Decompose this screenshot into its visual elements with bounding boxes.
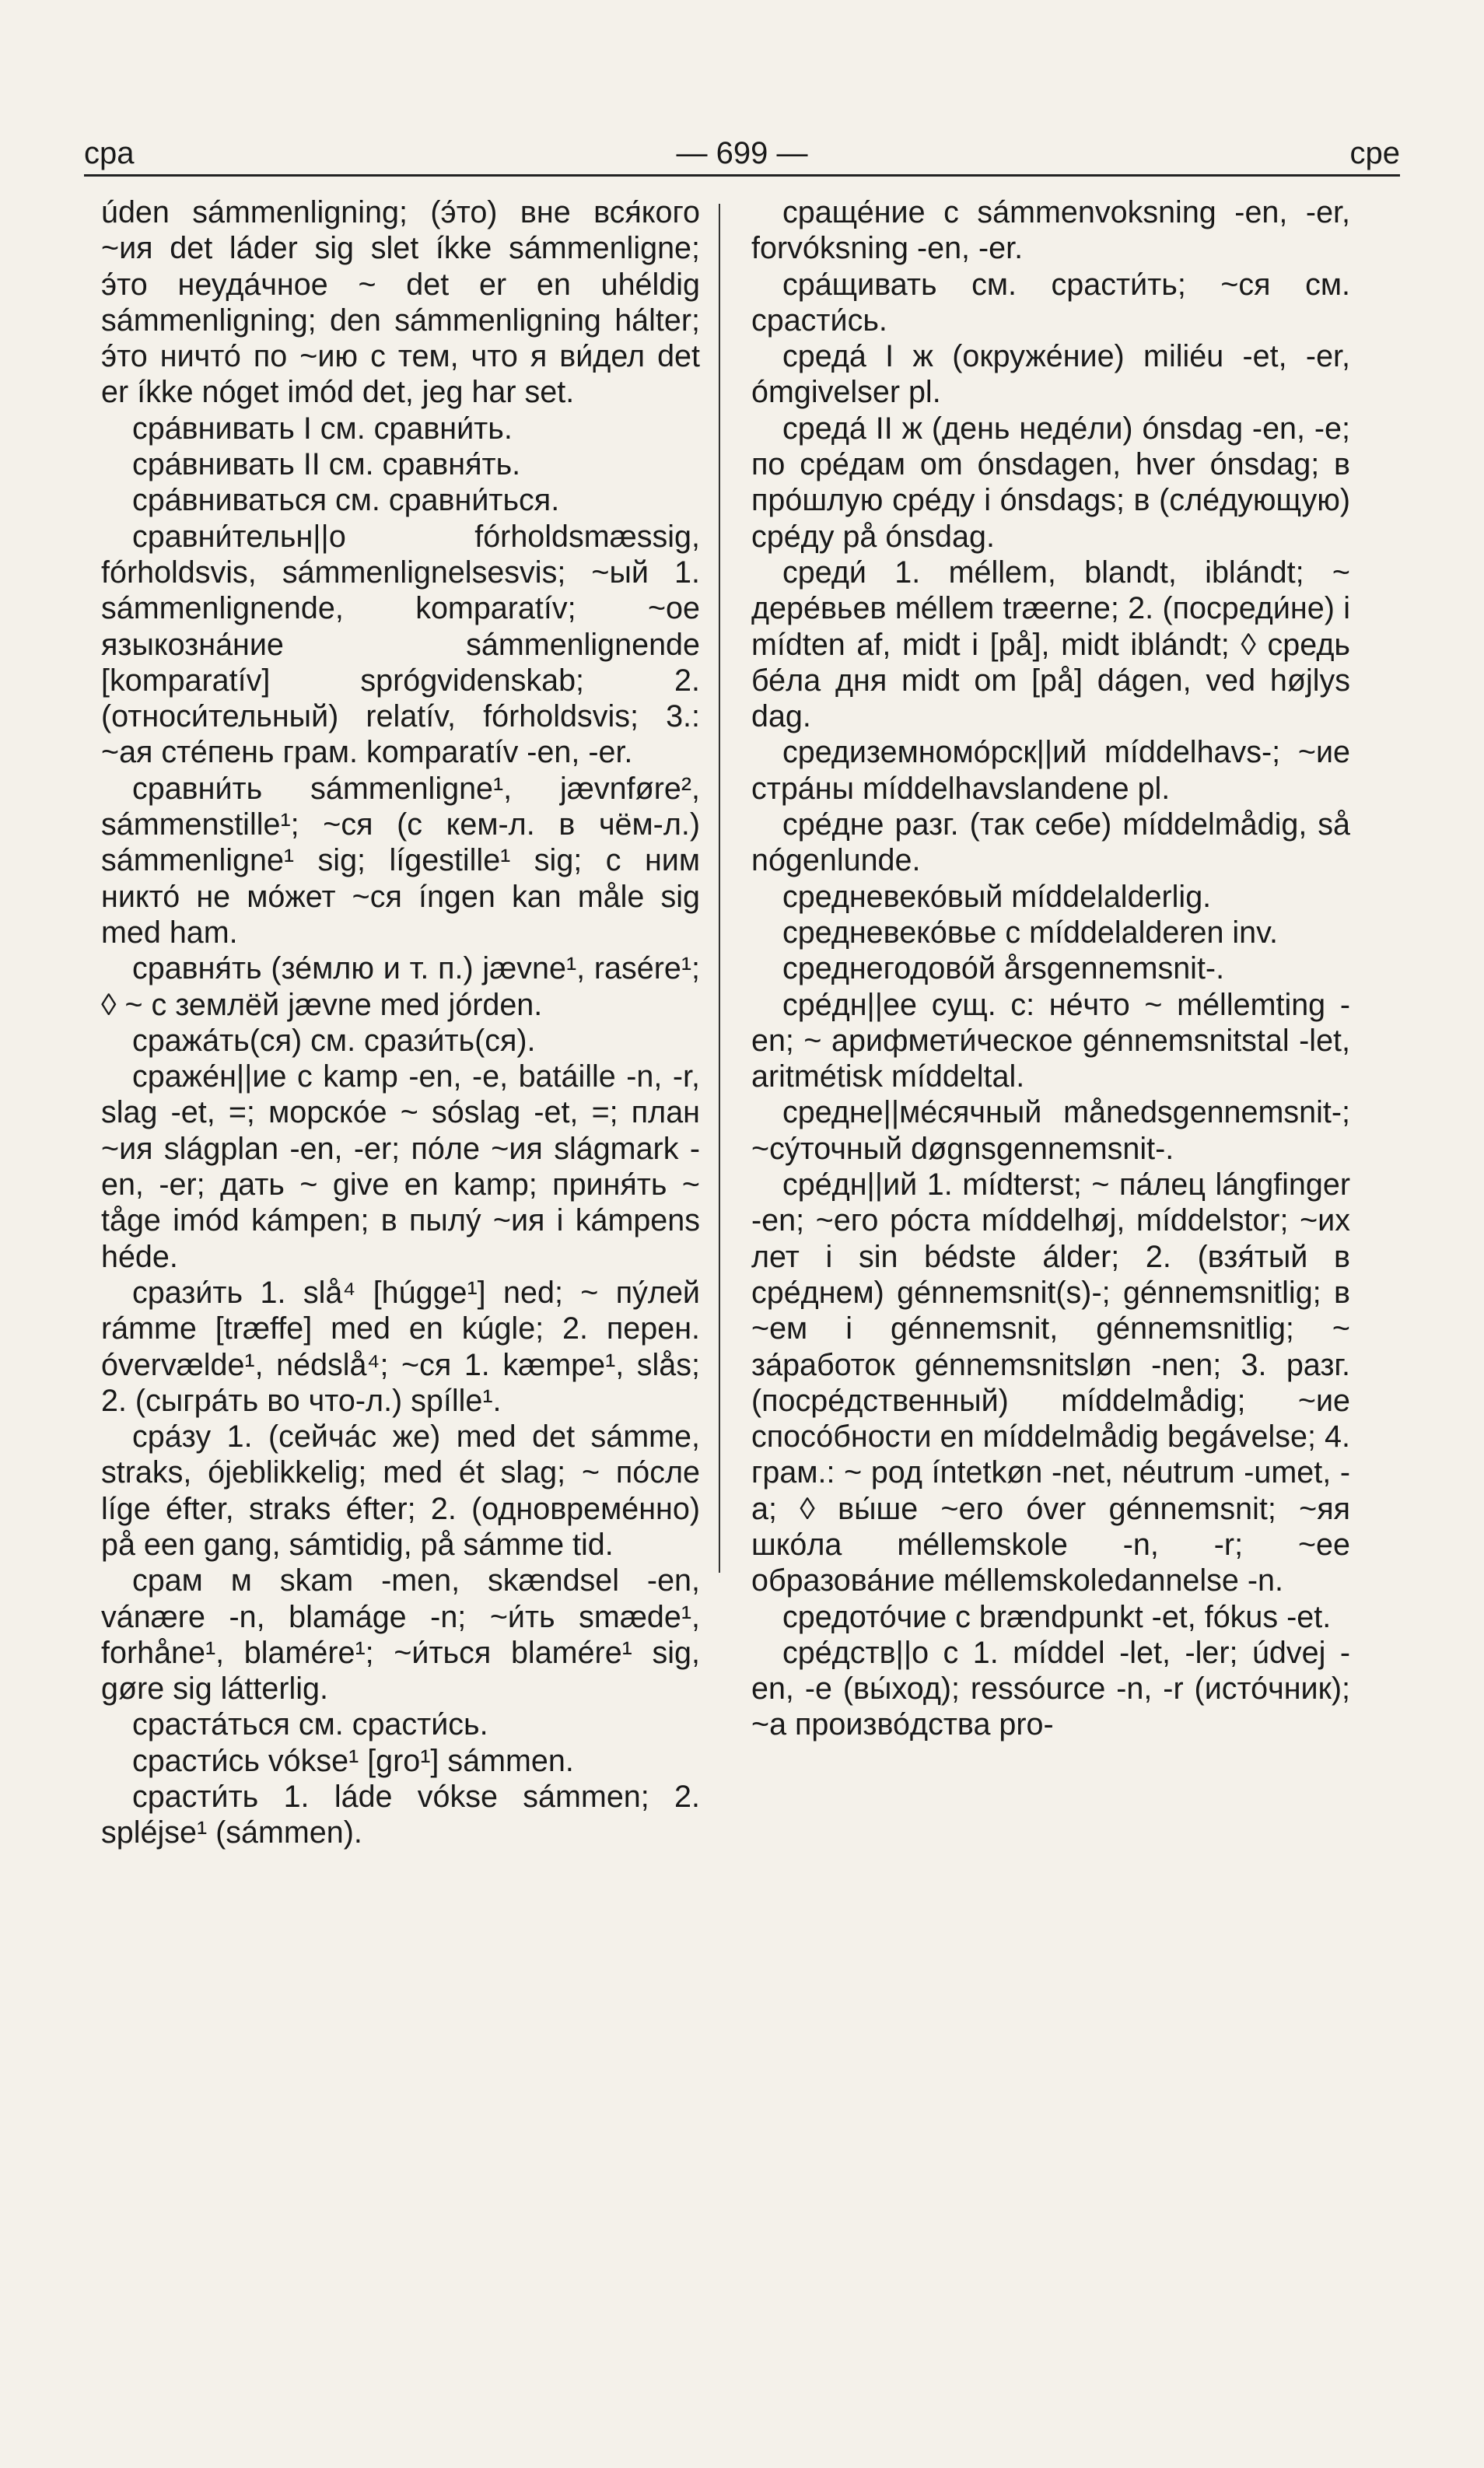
left-column — [101, 194, 700, 1851]
dictionary-entry: сраста́ться см. срасти́сь. — [132, 1707, 488, 1742]
dictionary-entry: срам м skam -men, skændsel -en, vánære -n, blamáge -n; ~и́ть smæde¹, forhåne¹, blamére¹; ~и́ться blamére¹ sig, gøre sig látterlig. — [101, 1563, 700, 1707]
dictionary-entry: сра́вниваться см. сравни́ться. — [132, 483, 560, 518]
column-divider — [719, 204, 720, 1573]
dictionary-entry: сраже́н||ие с kamp -en, -e, batáille -n, -r, slag -et, =; морско́е ~ sóslag -et, =; план ~ия slágplan -en, -er; по́ле ~ия slágmark -en, -er; дать ~ give en kamp; приня́ть ~ tåge imód kámpen; в пылу́ ~ия i kámpens héde. — [101, 1059, 700, 1274]
dictionary-entry: сража́ть(ся) см. срази́ть(ся). — [132, 1023, 536, 1058]
dictionary-entry: сравня́ть (зе́млю и т. п.) jævne¹, rasére¹; ◊ ~ с землёй jævne med jórden. — [101, 951, 700, 1022]
header-rule — [84, 174, 1400, 177]
dictionary-entry: средото́чие с brændpunkt -et, fókus -et. — [782, 1599, 1332, 1634]
dictionary-entry: сре́дн||ее сущ. с: не́что ~ méllemting -en; ~ арифмети́ческое génnemsnitstal -let, aritmétisk míddeltal. — [751, 987, 1350, 1094]
dictionary-entry: среди́ 1. méllem, blandt, iblándt; ~ дере́вьев méllem træerne; 2. (посреди́не) i mídten af, midt i [på], midt iblándt; ◊ средь бе́ла дня midt om [på] dágen, ved højlys dag. — [751, 555, 1350, 734]
dictionary-entry: средне||ме́сячный månedsgennemsnit-; ~су́точный døgnsgennemsnit-. — [751, 1095, 1350, 1166]
dictionary-entry: средиземномо́рск||ий míddelhavs-; ~ие стра́ны míddelhavslandene pl. — [751, 735, 1350, 806]
page-number: — 699 — — [676, 136, 808, 170]
right-column — [751, 194, 1350, 1743]
page-header — [84, 124, 1400, 171]
dictionary-entry: среда́ II ж (день неде́ли) ónsdag -en, -e; по сре́дам om ónsdagen, hver ónsdag; в про́шлую сре́ду i ónsdags; в (сле́дующую) сре́ду på ónsdag. — [751, 411, 1350, 554]
dictionary-entry: úden sámmenligning; (э́то) вне вся́кого ~ия det láder sig slet íkke sámmenligne; э́то неуда́чное ~ det er en uhéldig sámmenligning; den sámmenligning hálter; э́то ничто́ по ~ию с тем, что я ви́дел det er íkke nóget imód det, jeg har set. — [101, 195, 700, 410]
dictionary-entry: сравни́ть sámmenligne¹, jævnføre², sámmenstille¹; ~ся (с кем-л. в чём-л.) sámmenligne¹ sig; lígestille¹ sig; с ним никто́ не мо́жет ~ся íngen kan måle sig med ham. — [101, 771, 700, 950]
dictionary-entry: сравни́тельн||о fórholdsmæssig, fórholdsvis, sámmenlignelsesvis; ~ый 1. sámmenlignende, komparatív; ~ое языкозна́ние sámmenlignende [komparatív] sprógvidenskab; 2. (относи́тельный) relatív, fórholdsvis; 3.: ~ая сте́пень грам. komparatív -en, -er. — [101, 519, 700, 770]
dictionary-entry: сре́дств||о с 1. míddel -let, -ler; údvej -en, -e (вы́ход); ressóurce -n, -r (исто́чник); ~а произво́дства pro- — [751, 1635, 1350, 1742]
dictionary-entry: сре́дне разг. (так себе) míddelmådig, så nógenlunde. — [751, 807, 1350, 878]
dictionary-entry: сраще́ние с sámmenvoksning -en, -er, forvóksning -en, -er. — [751, 195, 1350, 266]
dictionary-entry: сра́зу 1. (сейча́с же) med det sámme, straks, ójeblikkelig; med ét slag; ~ по́сле líge éfter, straks éfter; 2. (одновреме́нно) på een gang, sámtidig, på sámme tid. — [101, 1420, 700, 1562]
dictionary-entry: срасти́ть 1. láde vókse sámmen; 2. spléjse¹ (sámmen). — [101, 1780, 700, 1850]
header-right-guideword: сре — [1349, 136, 1400, 170]
dictionary-entry: средневеко́вье с míddelalderen inv. — [782, 915, 1278, 950]
header-left-guideword: сра — [84, 136, 135, 170]
dictionary-entry: срази́ть 1. slå⁴ [húgge¹] ned; ~ пу́лей rámme [træffe] med en kúgle; 2. перен. óvervælde¹, nédslå⁴; ~ся 1. kæmpe¹, slås; 2. (сыгра́ть во что-л.) spílle¹. — [101, 1275, 700, 1418]
dictionary-entry: сра́внивать I см. сравни́ть. — [132, 411, 513, 446]
dictionary-entry: среднегодово́й årsgennemsnit-. — [782, 951, 1225, 986]
dictionary-entry: сра́щивать см. срасти́ть; ~ся см. срасти́сь. — [751, 267, 1350, 338]
dictionary-entry: срасти́сь vókse¹ [gro¹] sámmen. — [132, 1743, 574, 1778]
dictionary-entry: средневеко́вый míddelalderlig. — [782, 879, 1212, 914]
dictionary-entry: сре́дн||ий 1. mídterst; ~ па́лец lángfinger -en; ~его ро́ста míddelhøj, míddelstor; ~их лет i sin bédste álder; 2. (взя́тый в сре́днем) génnemsnit(s)-; génnemsnitlig; в ~ем i génnemsnit, génnemsnitlig; ~ за́работок génnemsnitsløn -nen; 3. разг. (посре́дственный) míddelmådig; ~ие спосо́бности en míddelmådig begávelse; 4. грам.: ~ род íntetkøn -net, néutrum -umet, -a; ◊ вы́ше ~его óver génnemsnit; ~яя шко́ла méllemskole -n, -r; ~ее образова́ние méllemskoledannelse -n. — [751, 1167, 1350, 1598]
dictionary-entry: сра́внивать II см. сравня́ть. — [132, 447, 521, 482]
dictionary-entry: среда́ I ж (окруже́ние) miliéu -et, -er, ómgivelser pl. — [751, 339, 1350, 410]
